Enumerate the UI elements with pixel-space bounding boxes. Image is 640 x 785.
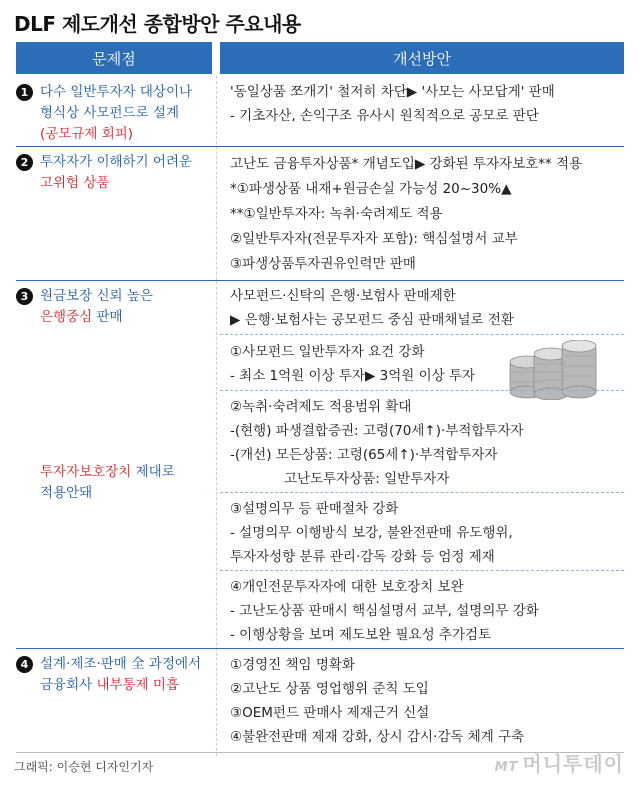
solution-line: -(개선) 모든상품: 고령(65세↑)·부적합투자자 <box>230 447 498 463</box>
problem-text: 판매 <box>92 309 123 325</box>
coin-stack-icon <box>500 340 610 400</box>
solution-1 <box>230 80 624 128</box>
header-solution: 개선방안 <box>220 42 624 74</box>
row-divider <box>16 146 624 147</box>
row-divider <box>220 390 624 391</box>
solution-line: ②녹취·숙려제도 적용범위 확대 <box>230 399 412 415</box>
page-title: DLF 제도개선 종합방안 주요내용 <box>14 12 301 36</box>
solution-line: ③설명의무 등 판매절차 강화 <box>230 501 399 517</box>
solution-line: ④불완전판매 제재 강화, 상시 감시·감독 체계 구축 <box>230 729 525 745</box>
solution-line: -(현행) 파생결합증권: 고령(70세↑)·부적합투자자 <box>230 423 524 439</box>
brand-logo <box>495 748 624 777</box>
problem-text: 원금보장 신뢰 높은 <box>40 288 153 304</box>
column-divider <box>216 76 217 756</box>
number-badge: 2 <box>16 154 33 171</box>
problem-text: 투자자가 이해하기 어려운 <box>40 154 193 170</box>
solution-group-2 <box>230 395 624 491</box>
header-problem: 문제점 <box>16 42 212 74</box>
solution-line: 투자자성향 분류 관리·감독 강화 등 엄정 제재 <box>230 549 495 565</box>
problem-text: 적용안돼 <box>40 485 93 501</box>
problem-text: 투자자보호장치 <box>40 464 132 480</box>
solution-4 <box>230 653 624 749</box>
row-divider <box>220 334 624 335</box>
solution-line: ③OEM펀드 판매사 제재근거 신설 <box>230 705 430 721</box>
row-divider <box>16 648 624 649</box>
problem-text: (공모규제 회피) <box>40 126 134 142</box>
solution-line: - 고난도상품 판매시 핵심설명서 교부, 설명의무 강화 <box>230 603 539 619</box>
solution-line: **①일반투자자: 녹취·숙려제도 적용 <box>230 206 443 222</box>
problem-text: 설계·제조·판매 全 과정에서 <box>40 656 202 672</box>
number-badge: 1 <box>16 84 33 101</box>
solution-line: ▶ 은행·보험사는 공모펀드 중심 판매채널로 전환 <box>230 312 514 328</box>
row-divider <box>220 492 624 493</box>
problem-text: 은행중심 <box>40 309 93 325</box>
problem-text: 형식상 사모펀드로 설계 <box>40 105 179 121</box>
logo-name: 머니투데이 <box>522 752 624 776</box>
solution-line: ①사모펀드 일반투자자 요건 강화 <box>230 344 425 360</box>
solution-line: - 설명의무 이행방식 보강, 불완전판매 유도행위, <box>230 525 513 541</box>
row-divider <box>220 570 624 571</box>
problem-3 <box>16 286 212 328</box>
problem-protection <box>16 462 212 504</box>
solution-line: ④개인전문투자자에 대한 보호장치 보완 <box>230 579 464 595</box>
problem-text: 내부통제 미흡 <box>96 677 180 693</box>
problem-text: 제대로 <box>131 464 175 480</box>
solution-line: *①파생상품 내재+원금손실 가능성 20~30%▲ <box>230 181 512 197</box>
solution-group-4 <box>230 575 624 647</box>
solution-line: 고난도 금융투자상품* 개념도입▶ 강화된 투자자보호** 적용 <box>230 156 583 172</box>
solution-line: 사모펀드·신탁의 은행·보험사 판매제한 <box>230 288 456 304</box>
solution-line: - 기초자산, 손익구조 유사시 원칙적으로 공모로 판단 <box>230 108 539 124</box>
solution-line: ③파생상품투자권유인력만 판매 <box>230 256 416 272</box>
problem-text: 금융회사 <box>40 677 97 693</box>
solution-2 <box>230 152 624 277</box>
problem-1 <box>16 82 212 145</box>
row-divider <box>16 280 624 281</box>
number-badge: 4 <box>16 656 33 673</box>
solution-line: ②고난도 상품 영업행위 준칙 도입 <box>230 681 429 697</box>
logo-mark: MT <box>494 760 519 775</box>
problem-4 <box>16 654 212 696</box>
solution-line: ①경영진 책임 명확화 <box>230 657 356 673</box>
number-badge: 3 <box>16 288 33 305</box>
solution-3 <box>230 284 624 332</box>
problem-2 <box>16 152 212 194</box>
problem-text: 다수 일반투자자 대상이나 <box>40 84 193 100</box>
solution-line: - 이행상황을 보며 제도보완 필요성 추가검토 <box>230 627 492 643</box>
solution-group-3 <box>230 497 624 569</box>
solution-line: - 최소 1억원 이상 투자▶ 3억원 이상 투자 <box>230 368 476 384</box>
solution-line: 고난도투자상품: 일반투자자 <box>284 471 450 487</box>
credit-text: 그래픽: 이승현 디자인기자 <box>14 760 154 774</box>
problem-text: 고위험 상품 <box>40 175 110 191</box>
solution-line: '동일상품 쪼개기' 철저히 차단▶ '사모는 사모답게' 판매 <box>230 84 555 100</box>
solution-line: ②일반투자자(전문투자자 포함): 핵심설명서 교부 <box>230 231 518 247</box>
